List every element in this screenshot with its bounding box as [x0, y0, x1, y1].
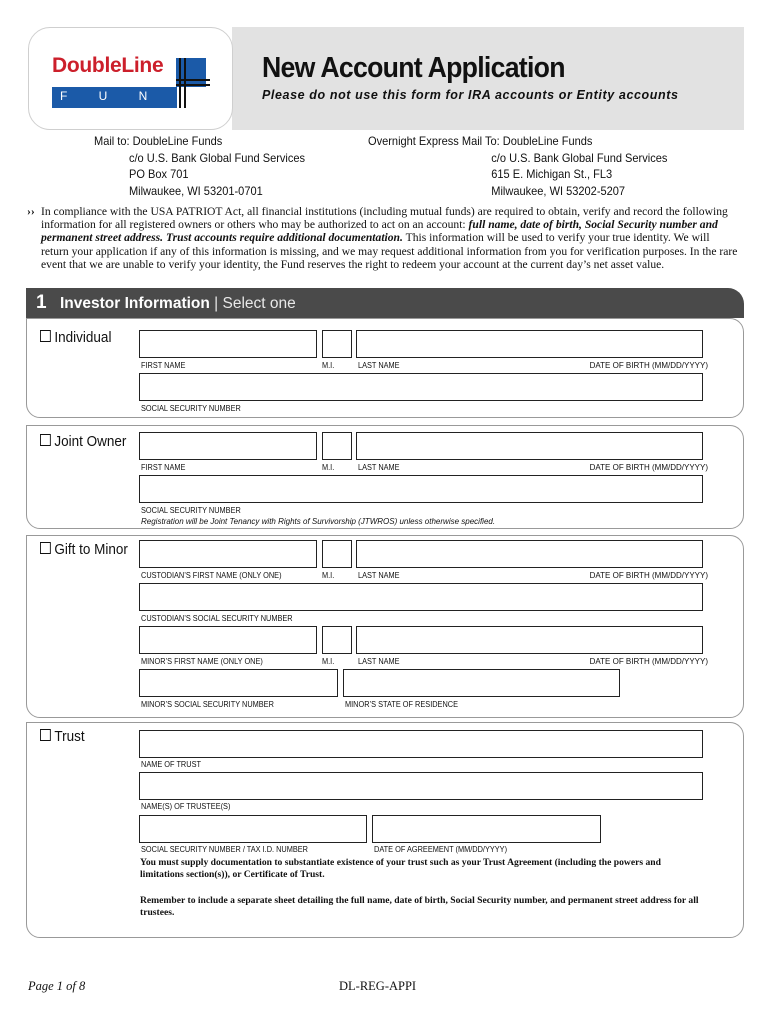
dob-caption: DATE OF BIRTH (MM/DD/YYYY): [589, 571, 708, 580]
trust-documentation-note: You must supply documentation to substantiate existence of your trust such as your Trust Agreement (including the powers and limitations section(s)), or Certificate of Trust.: [140, 857, 661, 880]
mi-caption: M.I.: [322, 657, 335, 666]
individual-ssn-field[interactable]: [139, 373, 703, 401]
first-name-caption: FIRST NAME: [141, 361, 186, 370]
individual-last-dob-field[interactable]: [356, 330, 703, 358]
joint-last-dob-field[interactable]: [356, 432, 703, 460]
individual-option[interactable]: [40, 329, 111, 346]
trust-label: Trust: [54, 728, 85, 745]
mail-line: c/o U.S. Bank Global Fund Services: [128, 150, 306, 165]
minor-state-field[interactable]: [343, 669, 620, 697]
checkbox-icon[interactable]: [40, 729, 51, 741]
logo-wordmark: DoubleLine: [52, 54, 164, 77]
trust-name-field[interactable]: [139, 730, 703, 758]
checkbox-icon[interactable]: [40, 542, 51, 554]
minor-last-dob-field[interactable]: [356, 626, 703, 654]
section-number: 1: [36, 292, 47, 313]
notice-text: This information will be used to verify your true identity. We will return your application if any of this information is missing, and we may request additional information from you for verification purposes. In the rare event that we are unable to verify your identity, the Fund reserves the right to redeem your account at the current day’s net asset value.: [41, 231, 738, 271]
mail-line: Milwaukee, WI 53201-0701: [128, 183, 263, 198]
joint-ssn-field[interactable]: [139, 475, 703, 503]
joint-owner-option[interactable]: [40, 433, 126, 450]
notice-emphasis: full name, date of birth, Social Security number and permanent street address. Trust accounts require additional documentation.: [41, 218, 718, 245]
page-title: New Account Application: [262, 52, 565, 84]
mail-line: Mail to: DoubleLine Funds: [94, 134, 223, 148]
custodian-first-name-field[interactable]: [139, 540, 317, 568]
logo-lines-icon: [176, 58, 210, 108]
patriot-act-notice: [27, 205, 739, 271]
mi-caption: M.I.: [322, 571, 335, 580]
page-subtitle: Please do not use this form for IRA accounts or Entity accounts: [262, 88, 679, 102]
individual-mi-field[interactable]: [322, 330, 352, 358]
tax-id-caption: SOCIAL SECURITY NUMBER / TAX I.D. NUMBER: [141, 845, 308, 854]
last-name-caption: LAST NAME: [358, 361, 400, 370]
trust-name-caption: NAME OF TRUST: [141, 760, 201, 769]
minor-state-caption: MINOR’S STATE OF RESIDENCE: [345, 700, 459, 709]
agreement-date-caption: DATE OF AGREEMENT (MM/DD/YYYY): [374, 845, 508, 854]
individual-first-name-field[interactable]: [139, 330, 317, 358]
jtwros-note: Registration will be Joint Tenancy with Rights of Survivorship (JTWROS) unless otherwise specified.: [141, 517, 496, 526]
custodian-ssn-caption: CUSTODIAN’S SOCIAL SECURITY NUMBER: [141, 614, 293, 623]
mi-caption: M.I.: [322, 361, 335, 370]
dob-caption: DATE OF BIRTH (MM/DD/YYYY): [589, 361, 708, 370]
trustees-field[interactable]: [139, 772, 703, 800]
chevron-right-icon: ››: [27, 205, 35, 218]
mi-caption: M.I.: [322, 463, 335, 472]
logo-funds-text: F U N D S: [60, 89, 241, 103]
section-divider: |: [209, 295, 223, 312]
trust-agreement-date-field[interactable]: [372, 815, 601, 843]
minor-ssn-field[interactable]: [139, 669, 338, 697]
trustees-caption: NAME(S) OF TRUSTEE(S): [141, 802, 231, 811]
joint-mi-field[interactable]: [322, 432, 352, 460]
mail-line: 615 E. Michigan St., FL3: [491, 167, 613, 181]
trustee-details-note: Remember to include a separate sheet detailing the full name, date of birth, Social Security number, and permanent street address for all trustees.: [140, 895, 699, 918]
notice-text: In compliance with the USA PATRIOT Act, all financial institutions (including mutual funds) are required to obtain, verify and record the following information for all registered owners or others who may be authorized to act on an account:: [41, 205, 728, 232]
joint-owner-label: Joint Owner: [54, 433, 127, 450]
dob-caption: DATE OF BIRTH (MM/DD/YYYY): [589, 657, 708, 666]
first-name-caption: FIRST NAME: [141, 463, 186, 472]
ssn-caption: SOCIAL SECURITY NUMBER: [141, 506, 241, 515]
custodian-mi-field[interactable]: [322, 540, 352, 568]
custodian-last-dob-field[interactable]: [356, 540, 703, 568]
mail-line: PO Box 701: [128, 167, 189, 181]
minor-first-caption: MINOR’S FIRST NAME (ONLY ONE): [141, 657, 263, 666]
custodian-ssn-field[interactable]: [139, 583, 703, 611]
last-name-caption: LAST NAME: [358, 463, 400, 472]
trust-option[interactable]: [40, 728, 85, 745]
joint-first-name-field[interactable]: [139, 432, 317, 460]
checkbox-icon[interactable]: [40, 434, 51, 446]
ssn-caption: SOCIAL SECURITY NUMBER: [141, 404, 241, 413]
form-code: DL-REG-APPI: [339, 979, 417, 993]
overnight-address: [368, 133, 667, 199]
overnight-label: Overnight Express Mail To: DoubleLine Funds: [368, 134, 593, 148]
minor-first-name-field[interactable]: [139, 626, 317, 654]
section-title-text: Investor Information: [60, 295, 210, 312]
section-instruction: Select one: [222, 295, 296, 312]
gift-to-minor-option[interactable]: [40, 541, 128, 558]
custodian-first-caption: CUSTODIAN’S FIRST NAME (ONLY ONE): [141, 571, 282, 580]
dob-caption: DATE OF BIRTH (MM/DD/YYYY): [589, 463, 708, 472]
gift-to-minor-label: Gift to Minor: [54, 541, 128, 558]
minor-ssn-caption: MINOR’S SOCIAL SECURITY NUMBER: [141, 700, 274, 709]
mail-line: c/o U.S. Bank Global Fund Services: [491, 150, 668, 165]
minor-mi-field[interactable]: [322, 626, 352, 654]
last-name-caption: LAST NAME: [358, 657, 400, 666]
section-title: [60, 295, 296, 313]
individual-label: Individual: [54, 329, 112, 346]
mail-line: Milwaukee, WI 53202-5207: [491, 183, 626, 198]
mail-to-address: [94, 133, 305, 199]
checkbox-icon[interactable]: [40, 330, 51, 342]
trust-tax-id-field[interactable]: [139, 815, 367, 843]
page-number: Page 1 of 8: [28, 979, 86, 993]
last-name-caption: LAST NAME: [358, 571, 400, 580]
